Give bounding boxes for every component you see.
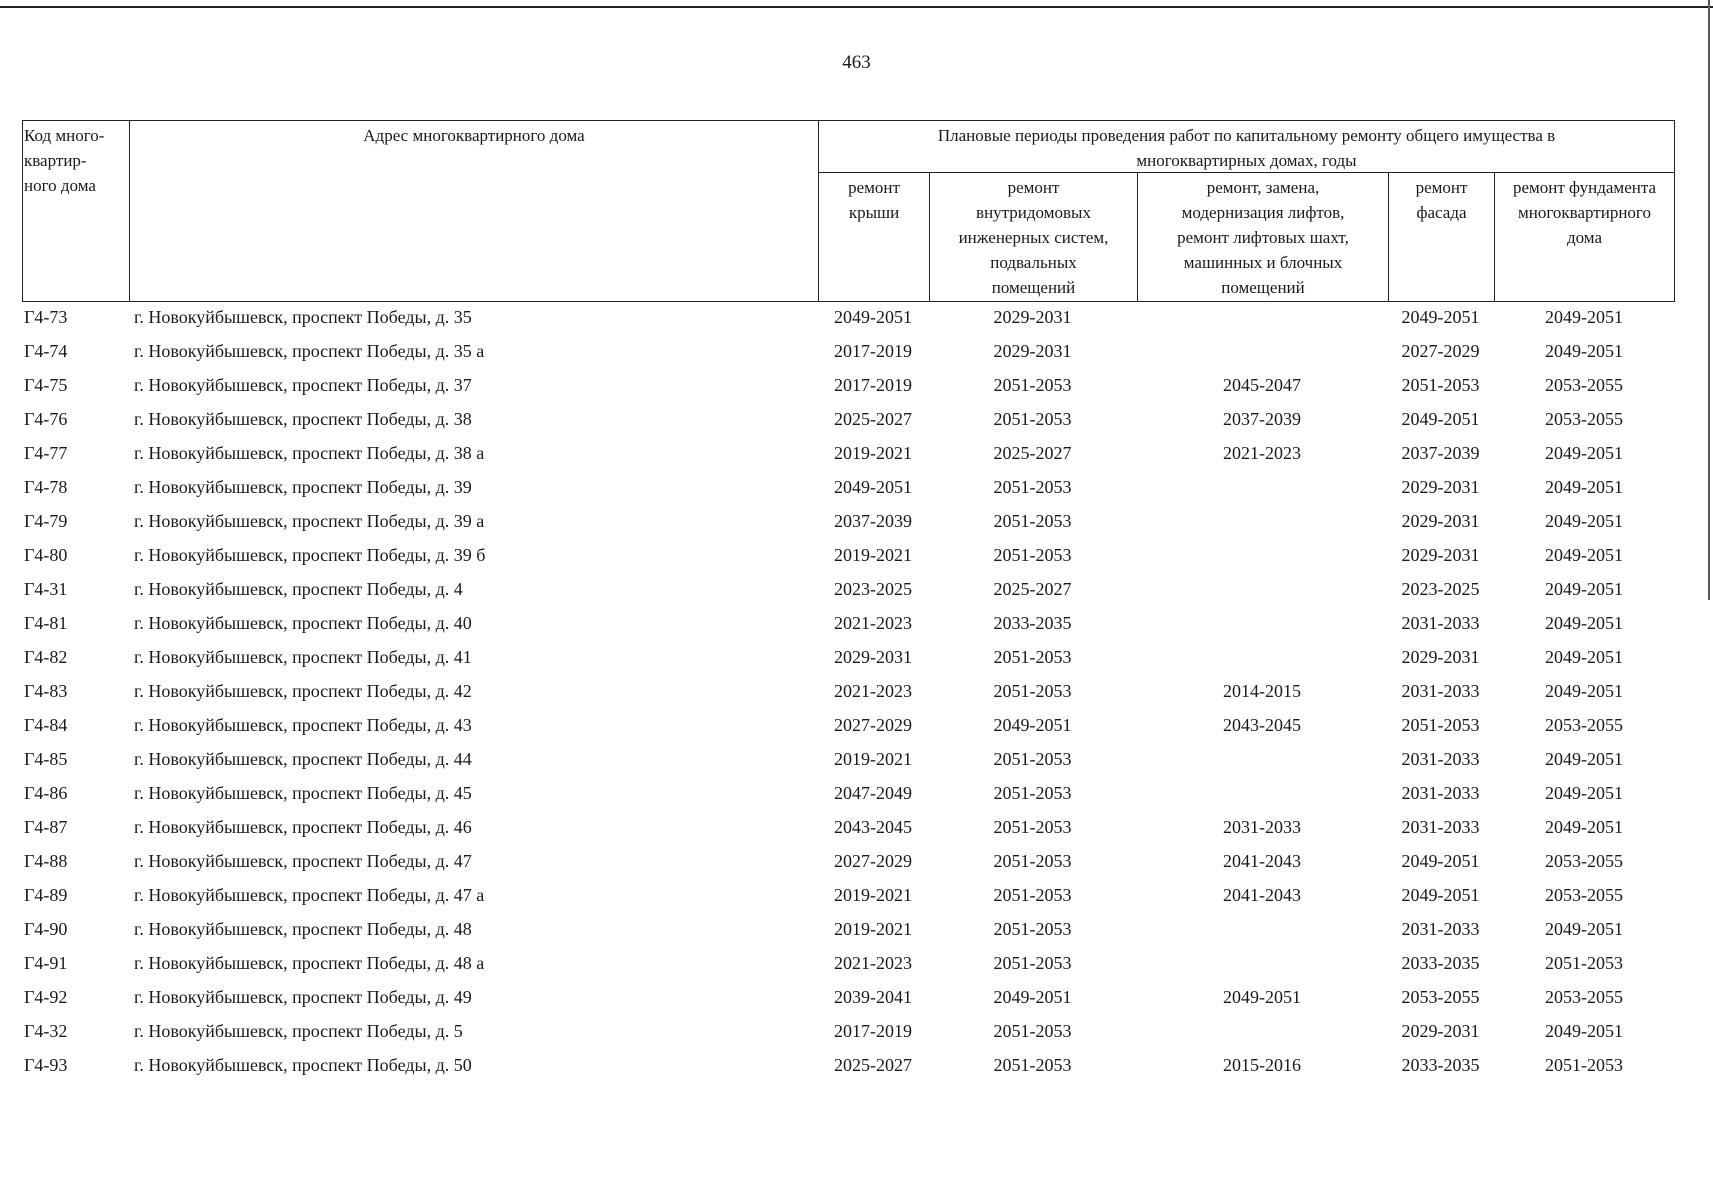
cell-roof: 2019-2021 [834,885,912,905]
cell-address: г. Новокуйбышевск, проспект Победы, д. 47 а [134,885,485,905]
cell-foundation: 2051-2053 [1545,1055,1623,1075]
cell-code: Г4-90 [24,919,68,939]
cell-code: Г4-74 [24,341,68,361]
cell-foundation: 2049-2051 [1545,545,1623,565]
cell-foundation: 2049-2051 [1545,579,1623,599]
cell-foundation: 2049-2051 [1545,511,1623,531]
cell-engineering: 2051-2053 [993,783,1072,803]
cell-address: г. Новокуйбышевск, проспект Победы, д. 41 [134,647,472,667]
cell-roof: 2039-2041 [834,987,912,1007]
cell-code: Г4-32 [24,1021,68,1041]
cell-code: Г4-88 [24,851,68,871]
cell-engineering: 2051-2053 [993,647,1072,667]
cell-facade: 2049-2051 [1401,885,1480,905]
cell-engineering: 2051-2053 [993,409,1072,429]
cell-address: г. Новокуйбышевск, проспект Победы, д. 35 а [134,341,485,361]
table-row [0,1014,1713,1048]
table-row [0,912,1713,946]
cell-address: г. Новокуйбышевск, проспект Победы, д. 47 [134,851,472,871]
top-rule [0,6,1713,8]
cell-roof: 2027-2029 [834,851,912,871]
cell-roof: 2017-2019 [834,1021,912,1041]
header-label-foundation: ремонт фундамента многоквартирного дома [1512,178,1657,247]
cell-lift: 2049-2051 [1223,987,1301,1007]
cell-engineering: 2049-2051 [993,987,1072,1007]
table-row [0,980,1713,1014]
cell-engineering: 2029-2031 [993,341,1072,361]
table-row [0,946,1713,980]
table-row [0,810,1713,844]
cell-roof: 2017-2019 [834,341,912,361]
cell-engineering: 2051-2053 [993,545,1072,565]
page-number: 463 [842,52,871,73]
table-row [0,844,1713,878]
table-row [0,538,1713,572]
table-row [0,606,1713,640]
cell-address: г. Новокуйбышевск, проспект Победы, д. 35 [134,307,472,327]
cell-lift: 2021-2023 [1223,443,1301,463]
cell-roof: 2023-2025 [834,579,912,599]
cell-foundation: 2049-2051 [1545,1021,1623,1041]
cell-address: г. Новокуйбышевск, проспект Победы, д. 5 [134,1021,463,1041]
cell-code: Г4-77 [24,443,68,463]
cell-facade: 2031-2033 [1401,613,1480,633]
cell-roof: 2021-2023 [834,613,912,633]
cell-code: Г4-80 [24,545,68,565]
cell-roof: 2027-2029 [834,715,912,735]
cell-code: Г4-84 [24,715,68,735]
cell-code: Г4-81 [24,613,68,633]
cell-engineering: 2033-2035 [993,613,1072,633]
cell-facade: 2031-2033 [1401,681,1480,701]
cell-roof: 2047-2049 [834,783,912,803]
cell-code: Г4-86 [24,783,68,803]
cell-engineering: 2051-2053 [993,817,1072,837]
table-row [0,708,1713,742]
cell-address: г. Новокуйбышевск, проспект Победы, д. 49 [134,987,472,1007]
cell-foundation: 2049-2051 [1545,919,1623,939]
cell-facade: 2051-2053 [1401,375,1480,395]
cell-facade: 2023-2025 [1401,579,1480,599]
cell-engineering: 2049-2051 [993,715,1072,735]
cell-facade: 2033-2035 [1401,953,1480,973]
header-label-roof: ремонт крыши [848,178,900,222]
cell-facade: 2029-2031 [1401,511,1480,531]
cell-facade: 2031-2033 [1401,783,1480,803]
table-row [0,1048,1713,1082]
cell-code: Г4-31 [24,579,68,599]
cell-facade: 2033-2035 [1401,1055,1480,1075]
cell-engineering: 2051-2053 [993,1021,1072,1041]
cell-engineering: 2029-2031 [993,307,1072,327]
cell-address: г. Новокуйбышевск, проспект Победы, д. 4 [134,579,463,599]
table-row [0,334,1713,368]
cell-engineering: 2051-2053 [993,749,1072,769]
cell-address: г. Новокуйбышевск, проспект Победы, д. 46 [134,817,472,837]
cell-code: Г4-87 [24,817,68,837]
cell-lift: 2037-2039 [1223,409,1301,429]
cell-lift: 2041-2043 [1223,885,1301,905]
header-label-code: Код много- квартир- ного дома [24,126,105,195]
cell-facade: 2049-2051 [1401,409,1480,429]
cell-code: Г4-76 [24,409,68,429]
cell-foundation: 2049-2051 [1545,443,1623,463]
cell-address: г. Новокуйбышевск, проспект Победы, д. 40 [134,613,472,633]
cell-foundation: 2049-2051 [1545,817,1623,837]
cell-roof: 2019-2021 [834,545,912,565]
cell-facade: 2031-2033 [1401,817,1480,837]
cell-address: г. Новокуйбышевск, проспект Победы, д. 37 [134,375,472,395]
cell-lift: 2031-2033 [1223,817,1301,837]
cell-roof: 2021-2023 [834,953,912,973]
cell-address: г. Новокуйбышевск, проспект Победы, д. 39 [134,477,472,497]
cell-foundation: 2049-2051 [1545,749,1623,769]
cell-foundation: 2049-2051 [1545,681,1623,701]
cell-foundation: 2053-2055 [1545,375,1623,395]
header-label-periods-group: Плановые периоды проведения работ по капитальному ремонту общего имущества в многоквартирных домах, годы [937,126,1556,170]
table-row [0,402,1713,436]
cell-foundation: 2053-2055 [1545,851,1623,871]
header-label-lift: ремонт, замена, модернизация лифтов, ремонт лифтовых шахт, машинных и блочных помещений [1177,178,1349,297]
cell-facade: 2029-2031 [1401,1021,1480,1041]
cell-lift: 2015-2016 [1223,1055,1301,1075]
cell-engineering: 2051-2053 [993,885,1072,905]
cell-code: Г4-91 [24,953,68,973]
cell-address: г. Новокуйбышевск, проспект Победы, д. 48 [134,919,472,939]
table-row [0,776,1713,810]
cell-engineering: 2051-2053 [993,851,1072,871]
table-row [0,572,1713,606]
cell-engineering: 2051-2053 [993,511,1072,531]
cell-address: г. Новокуйбышевск, проспект Победы, д. 38 а [134,443,485,463]
cell-address: г. Новокуйбышевск, проспект Победы, д. 39 а [134,511,485,531]
cell-engineering: 2025-2027 [993,579,1072,599]
cell-foundation: 2053-2055 [1545,987,1623,1007]
cell-facade: 2029-2031 [1401,477,1480,497]
cell-lift: 2045-2047 [1223,375,1301,395]
cell-engineering: 2051-2053 [993,477,1072,497]
cell-foundation: 2049-2051 [1545,647,1623,667]
cell-lift: 2043-2045 [1223,715,1301,735]
cell-roof: 2049-2051 [834,307,912,327]
header-label-address: Адрес многоквартирного дома [363,126,585,145]
cell-engineering: 2051-2053 [993,1055,1072,1075]
cell-address: г. Новокуйбышевск, проспект Победы, д. 45 [134,783,472,803]
cell-address: г. Новокуйбышевск, проспект Победы, д. 42 [134,681,472,701]
cell-facade: 2037-2039 [1401,443,1480,463]
table-row [0,368,1713,402]
cell-roof: 2021-2023 [834,681,912,701]
cell-lift: 2041-2043 [1223,851,1301,871]
cell-roof: 2037-2039 [834,511,912,531]
cell-engineering: 2051-2053 [993,681,1072,701]
cell-code: Г4-85 [24,749,68,769]
cell-code: Г4-83 [24,681,68,701]
cell-facade: 2053-2055 [1401,987,1480,1007]
cell-facade: 2049-2051 [1401,851,1480,871]
table-row [0,504,1713,538]
cell-facade: 2051-2053 [1401,715,1480,735]
cell-facade: 2049-2051 [1401,307,1480,327]
cell-facade: 2027-2029 [1401,341,1480,361]
cell-code: Г4-78 [24,477,68,497]
header-label-facade: ремонт фасада [1415,178,1468,222]
cell-address: г. Новокуйбышевск, проспект Победы, д. 44 [134,749,472,769]
cell-code: Г4-75 [24,375,68,395]
cell-address: г. Новокуйбышевск, проспект Победы, д. 50 [134,1055,472,1075]
table-row [0,436,1713,470]
table-row [0,742,1713,776]
cell-engineering: 2025-2027 [993,443,1072,463]
cell-address: г. Новокуйбышевск, проспект Победы, д. 48 а [134,953,485,973]
cell-code: Г4-92 [24,987,68,1007]
cell-foundation: 2053-2055 [1545,885,1623,905]
table-row [0,640,1713,674]
cell-address: г. Новокуйбышевск, проспект Победы, д. 39 б [134,545,486,565]
cell-foundation: 2051-2053 [1545,953,1623,973]
cell-facade: 2029-2031 [1401,647,1480,667]
header-label-engineering: ремонт внутридомовых инженерных систем, подвальных помещений [958,178,1109,297]
table-row [0,300,1713,334]
cell-code: Г4-93 [24,1055,68,1075]
cell-code: Г4-89 [24,885,68,905]
cell-foundation: 2049-2051 [1545,307,1623,327]
cell-facade: 2031-2033 [1401,749,1480,769]
cell-address: г. Новокуйбышевск, проспект Победы, д. 43 [134,715,472,735]
cell-foundation: 2049-2051 [1545,613,1623,633]
table-row [0,470,1713,504]
cell-foundation: 2053-2055 [1545,715,1623,735]
cell-roof: 2019-2021 [834,919,912,939]
cell-roof: 2025-2027 [834,1055,912,1075]
cell-facade: 2029-2031 [1401,545,1480,565]
cell-roof: 2029-2031 [834,647,912,667]
cell-engineering: 2051-2053 [993,919,1072,939]
cell-foundation: 2049-2051 [1545,341,1623,361]
cell-engineering: 2051-2053 [993,953,1072,973]
cell-foundation: 2053-2055 [1545,409,1623,429]
cell-code: Г4-73 [24,307,68,327]
cell-lift: 2014-2015 [1223,681,1301,701]
cell-roof: 2025-2027 [834,409,912,429]
cell-engineering: 2051-2053 [993,375,1072,395]
cell-code: Г4-82 [24,647,68,667]
table-row [0,878,1713,912]
cell-roof: 2043-2045 [834,817,912,837]
cell-code: Г4-79 [24,511,68,531]
cell-roof: 2019-2021 [834,749,912,769]
cell-facade: 2031-2033 [1401,919,1480,939]
cell-foundation: 2049-2051 [1545,783,1623,803]
cell-roof: 2017-2019 [834,375,912,395]
cell-foundation: 2049-2051 [1545,477,1623,497]
cell-address: г. Новокуйбышевск, проспект Победы, д. 38 [134,409,472,429]
cell-roof: 2049-2051 [834,477,912,497]
table-row [0,674,1713,708]
cell-roof: 2019-2021 [834,443,912,463]
